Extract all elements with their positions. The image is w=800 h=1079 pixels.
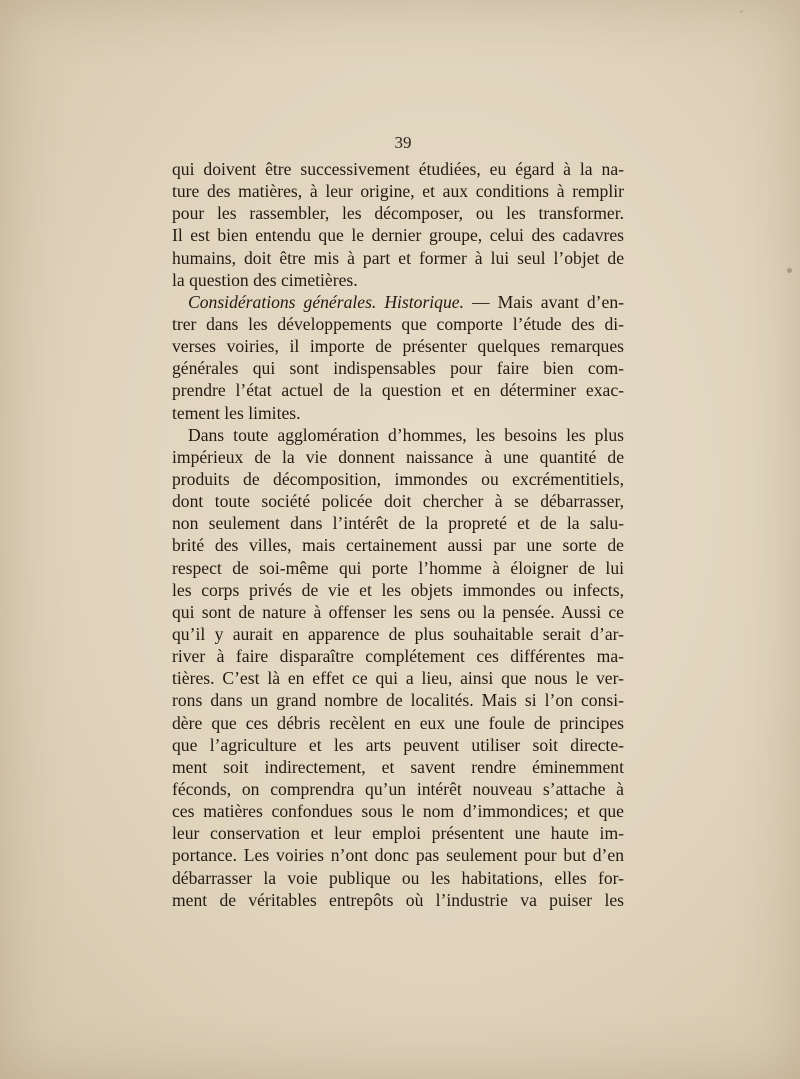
text-line: respect de soi-même qui porte l’homme à éloigner de lui xyxy=(172,557,624,578)
text-line: rons dans un grand nombre de localités. Mais si l’on consi- xyxy=(172,690,624,711)
section-heading-line xyxy=(172,291,624,313)
text-line: brité des villes, mais certainement aussi par une sorte de xyxy=(172,535,624,556)
text-line: prendre l’état actuel de la question et en déterminer exac- xyxy=(172,380,624,401)
text-line: féconds, on comprendra qu’un intérêt nouveau s’attache à xyxy=(172,778,624,799)
text-line: que l’agriculture et les arts peuvent utiliser soit directe- xyxy=(172,734,624,755)
text-line: les corps privés de vie et les objets immondes ou infects, xyxy=(172,579,624,600)
text-line: non seulement dans l’intérêt de la propreté et de la salu- xyxy=(172,513,624,534)
text-line: tement les limites. xyxy=(172,402,301,423)
text-line: impérieux de la vie donnent naissance à une quantité de xyxy=(172,446,624,467)
text-line: trer dans les développements que comporte l’étude des di- xyxy=(172,313,624,334)
text-line: la question des cimetières. xyxy=(172,269,358,290)
text-line: Dans toute agglomération d’hommes, les besoins les plus xyxy=(188,424,624,445)
section-heading-continuation: — Mais avant d’en- xyxy=(463,291,624,312)
text-line: dère que ces débris recèlent en eux une foule de principes xyxy=(172,712,624,733)
text-line: qui doivent être successivement étudiées, eu égard à la na- xyxy=(172,159,624,179)
text-line: qu’il y aurait en apparence de plus souhaitable serait d’ar- xyxy=(172,623,624,644)
text-line: ces matières confondues sous le nom d’immondices; et que xyxy=(172,801,624,822)
body-text xyxy=(172,158,624,911)
paper-stain xyxy=(740,10,743,13)
text-line: ment soit indirectement, et savent rendre éminemment xyxy=(172,756,624,777)
text-line: Il est bien entendu que le dernier groupe, celui des cadavres xyxy=(172,225,624,246)
text-line: river à faire disparaître complétement ces différentes ma- xyxy=(172,646,624,667)
text-line: générales qui sont indispensables pour faire bien com- xyxy=(172,358,624,379)
text-line: portance. Les voiries n’ont donc pas seulement pour but d’en xyxy=(172,845,624,866)
paper-stain xyxy=(787,268,792,273)
text-line: ment de véritables entrepôts où l’industrie va puiser les xyxy=(172,889,624,910)
text-line: tières. C’est là en effet ce qui a lieu, ainsi que nous le ver- xyxy=(172,668,624,689)
text-line: humains, doit être mis à part et former à lui seul l’objet de xyxy=(172,247,624,268)
text-line: débarrasser la voie publique ou les habitations, elles for- xyxy=(172,867,624,888)
section-heading: Considérations générales. Historique. xyxy=(188,291,464,312)
text-line: verses voiries, il importe de présenter quelques remarques xyxy=(172,336,624,357)
text-line: pour les rassembler, les décomposer, ou les transformer. xyxy=(172,203,624,224)
text-line: produits de décomposition, immondes ou excrémentitiels, xyxy=(172,468,624,489)
text-line: leur conservation et leur emploi présentent une haute im- xyxy=(172,823,624,844)
text-line: ture des matières, à leur origine, et aux conditions à remplir xyxy=(172,181,624,202)
text-line: dont toute société policée doit chercher à se débarrasser, xyxy=(172,491,624,512)
page-number: 39 xyxy=(394,133,412,152)
text-line: qui sont de nature à offenser les sens ou la pensée. Aussi ce xyxy=(172,601,624,622)
